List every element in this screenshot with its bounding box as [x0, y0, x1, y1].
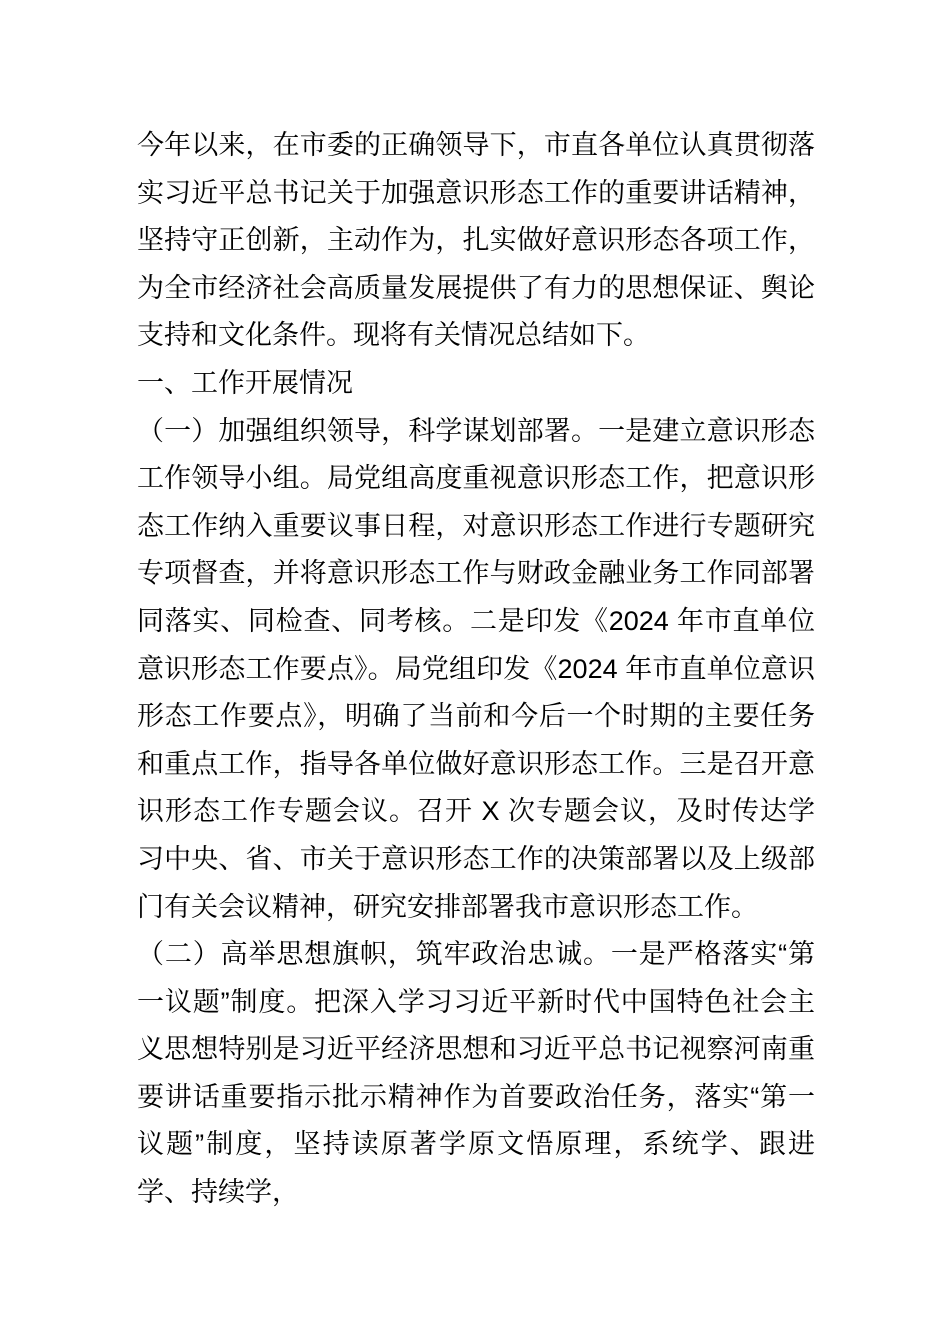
- subsection-paragraph-1: （一）加强组织领导，科学谋划部署。一是建立意识形态工作领导小组。局党组高度重视意识形态工作，把意识形态工作纳入重要议事日程，对意识形态工作进行专题研究专项督查，并将意识形态工作与财政金融业务工作同部署同落实、同检查、同考核。二是印发《2024 年市直单位意识形态工作要点》。局党组印发《2024 年市直单位意识形态工作要点》，明确了当前和今后一个时期的主要任务和重点工作，指导各单位做好意识形态工作。三是召开意识形态工作专题会议。召开 X 次专题会议，及时传达学习中央、省、市关于意识形态工作的决策部署以及上级部门有关会议精神，研究安排部署我市意识形态工作。: [137, 415, 815, 922]
- document-body: [137, 122, 815, 1217]
- section-heading-work-progress: 一、工作开展情况: [137, 367, 353, 398]
- subsection-paragraph-2: （二）高举思想旗帜，筑牢政治忠诚。一是严格落实“第一议题”制度。把深入学习习近平新时代中国特色社会主义思想特别是习近平经济思想和习近平总书记视察河南重要讲话重要指示批示精神作为首要政治任务，落实“第一议题”制度，坚持读原著学原文悟原理，系统学、跟进学、持续学，: [137, 939, 815, 1208]
- intro-paragraph: 今年以来，在市委的正确领导下，市直各单位认真贯彻落实习近平总书记关于加强意识形态工作的重要讲话精神，坚持守正创新，主动作为，扎实做好意识形态各项工作，为全市经济社会高质量发展提供了有力的思想保证、舆论支持和文化条件。现将有关情况总结如下。: [137, 130, 815, 351]
